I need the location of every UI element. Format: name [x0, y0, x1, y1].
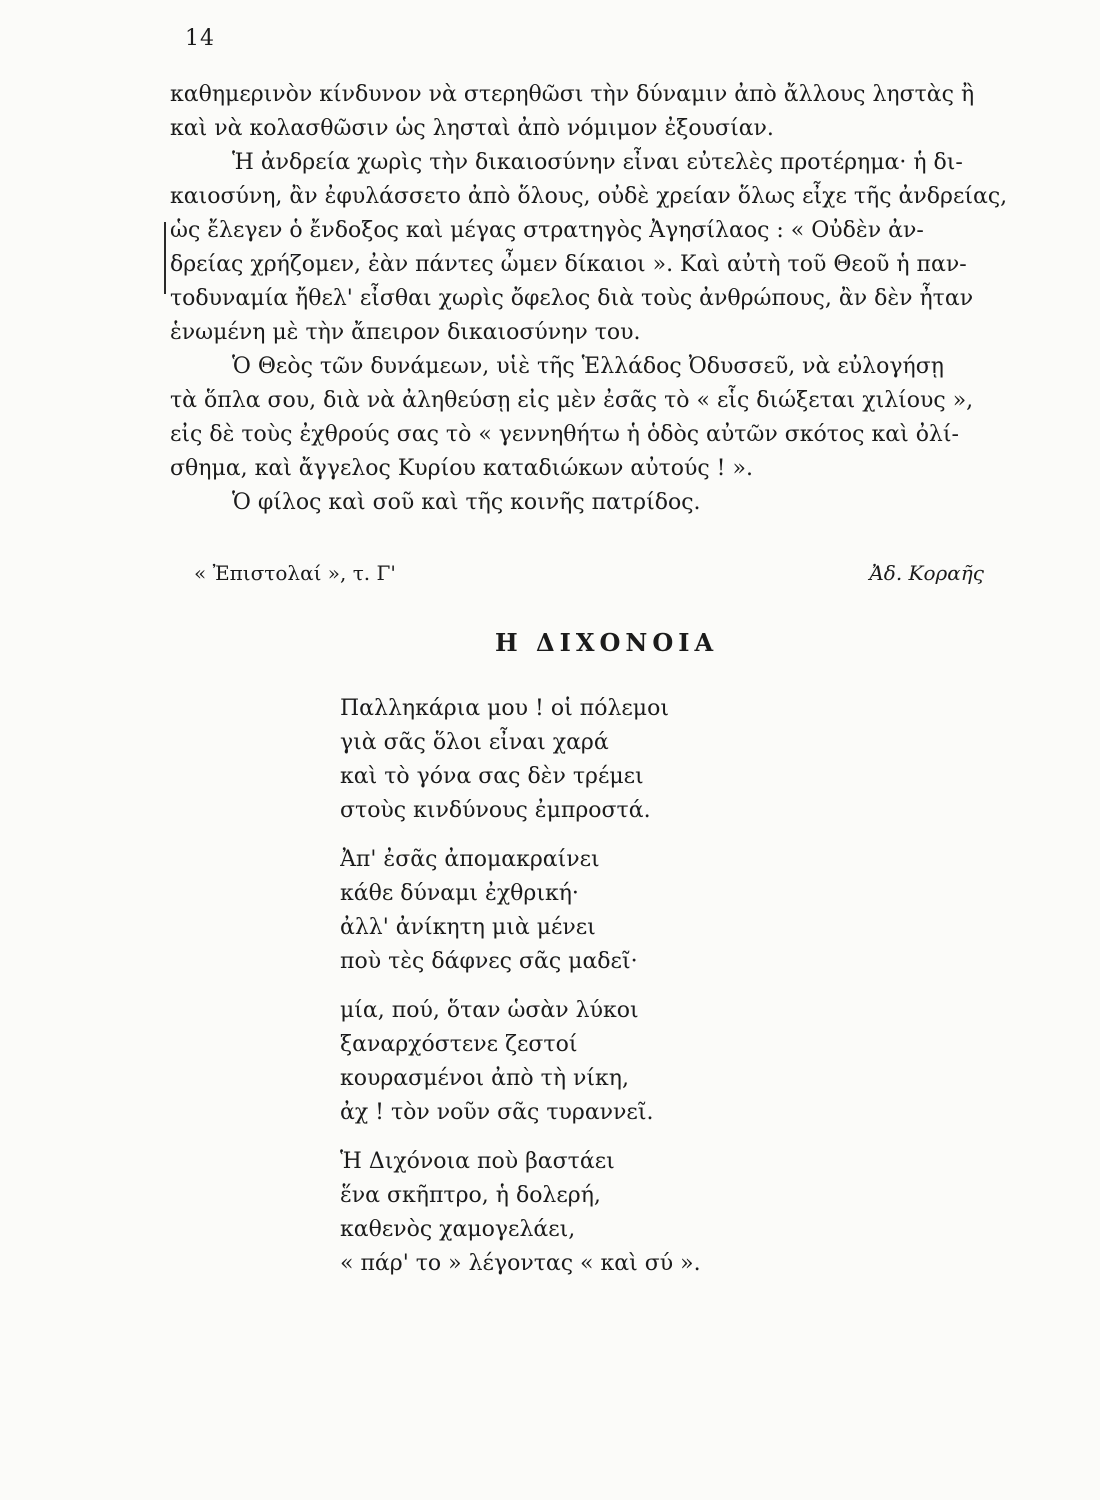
prose-block [170, 78, 1012, 520]
prose-line: εἰς δὲ τοὺς ἐχθρούς σας τὸ « γεννηθήτω ἡ ὁδὸς αὐτῶν σκότος καὶ ὀλί- [170, 422, 959, 447]
source-citation-row [180, 556, 1012, 590]
poem-line: ξαναρχόστενε ζεστοί [340, 1032, 578, 1057]
poem-line: Ἡ Διχόνοια ποὺ βαστάει [340, 1149, 615, 1174]
prose-line: Ὁ φίλος καὶ σοῦ καὶ τῆς κοινῆς πατρίδος. [232, 490, 701, 515]
poem-line: « πάρ' το » λέγοντας « καὶ σύ ». [340, 1251, 701, 1276]
poem-title: Η ΔΙΧΟΝΟΙΑ [495, 628, 719, 657]
prose-line: δρείας χρήζομεν, ἐὰν πάντες ὦμεν δίκαιοι ». Καὶ αὐτὴ τοῦ Θεοῦ ἡ παν- [170, 252, 967, 277]
prose-line: τοδυναμία ἤθελ' εἶσθαι χωρὶς ὄφελος διὰ τοὺς ἀνθρώπους, ἂν δὲν ἦταν [170, 286, 974, 311]
poem-stanza [340, 994, 860, 1130]
source-citation: « Ἐπιστολαί », τ. Γ' [194, 561, 396, 585]
prose-line: καιοσύνη, ἂν ἐφυλάσσετο ἀπὸ ὅλους, οὐδὲ χρείαν ὅλως εἶχε τῆς ἀνδρείας, [170, 184, 1008, 209]
prose-line: ὡς ἔλεγεν ὁ ἔνδοξος καὶ μέγας στρατηγὸς Ἀγησίλαος : « Οὐδὲν ἀν- [170, 218, 924, 243]
prose-line: καὶ νὰ κολασθῶσιν ὡς λησταὶ ἀπὸ νόμιμον ἐξουσίαν. [170, 116, 774, 141]
poem-line: κάθε δύναμι ἐχθρική· [340, 881, 579, 906]
poem-line: ποὺ τὲς δάφνες σᾶς μαδεῖ· [340, 949, 638, 974]
poem-stanza [340, 843, 860, 979]
prose-line: Ὁ Θεὸς τῶν δυνάμεων, υἱὲ τῆς Ἑλλάδος Ὀδυσσεῦ, νὰ εὐλογήσῃ [232, 354, 944, 379]
page-number: 14 [185, 26, 215, 51]
source-author: Ἀδ. Κοραῆς [869, 561, 984, 585]
prose-line: καθημερινὸν κίνδυνον νὰ στερηθῶσι τὴν δύναμιν ἀπὸ ἄλλους ληστὰς ἢ [170, 82, 975, 107]
poem-stanza [340, 1145, 860, 1281]
poem-line: κουρασμένοι ἀπὸ τὴ νίκη, [340, 1066, 629, 1091]
poem-line: ἕνα σκῆπτρο, ἡ δολερή, [340, 1183, 601, 1208]
poem-line: ἀχ ! τὸν νοῦν σᾶς τυραννεῖ. [340, 1100, 654, 1125]
prose-line: Ἡ ἀνδρεία χωρὶς τὴν δικαιοσύνην εἶναι εὐτελὲς προτέρημα· ἡ δι- [232, 150, 963, 175]
poem-line: στοὺς κινδύνους ἐμπροστά. [340, 798, 651, 823]
poem-stanza [340, 692, 860, 828]
poem-line: Ἀπ' ἐσᾶς ἀπομακραίνει [340, 847, 600, 872]
poem [340, 692, 860, 1296]
margin-mark [164, 222, 166, 294]
poem-line: μία, πού, ὅταν ὡσὰν λύκοι [340, 998, 639, 1023]
poem-line: γιὰ σᾶς ὅλοι εἶναι χαρά [340, 730, 609, 755]
poem-line: καὶ τὸ γόνα σας δὲν τρέμει [340, 764, 644, 789]
prose-line: ἑνωμένη μὲ τὴν ἄπειρον δικαιοσύνην του. [170, 320, 641, 345]
prose-line: σθημα, καὶ ἄγγελος Κυρίου καταδιώκων αὐτούς ! ». [170, 456, 753, 481]
poem-line: ἀλλ' ἀνίκητη μιὰ μένει [340, 915, 596, 940]
poem-line: καθενὸς χαμογελάει, [340, 1217, 576, 1242]
prose-line: τὰ ὅπλα σου, διὰ νὰ ἀληθεύσῃ εἰς μὲν ἐσᾶς τὸ « εἷς διώξεται χιλίους », [170, 388, 974, 413]
poem-line: Παλληκάρια μου ! οἱ πόλεμοι [340, 696, 669, 721]
